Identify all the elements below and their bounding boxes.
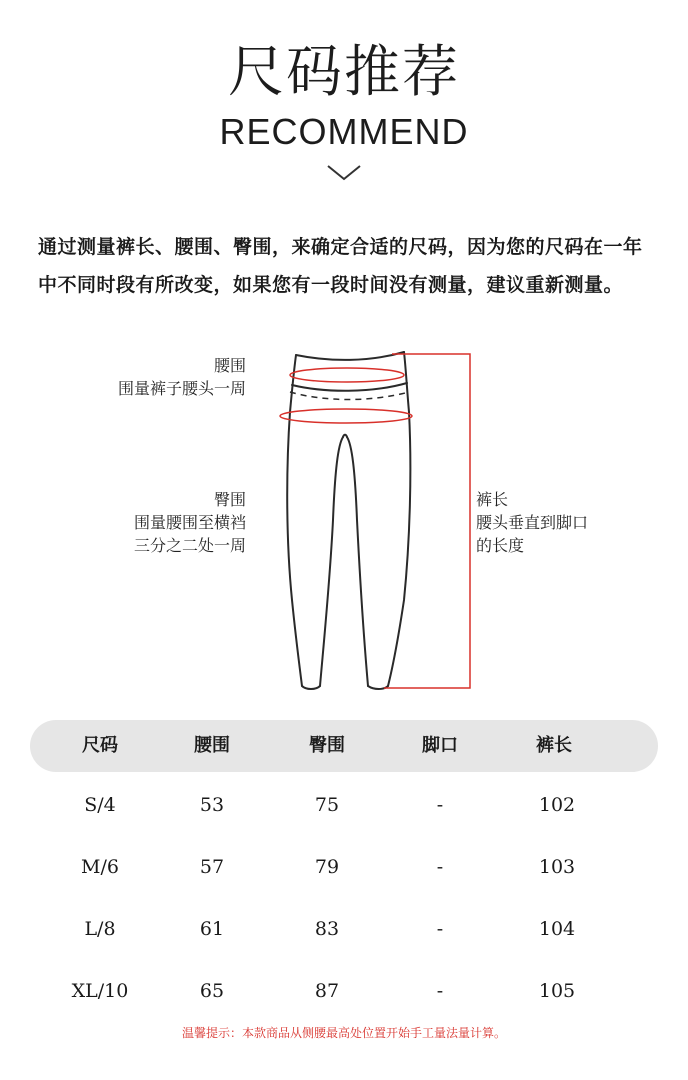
hip-label-title: 臀围 (213, 490, 246, 509)
cell-length: 102 (538, 794, 576, 816)
cell-hem: - (436, 856, 444, 878)
table-row (0, 847, 688, 887)
cell-hip: 79 (314, 856, 340, 878)
waist-label-desc: 围量裤子腰头一周 (117, 379, 246, 398)
cell-waist: 57 (199, 856, 225, 878)
column-header-hip: 臀围 (309, 735, 345, 756)
cell-hem: - (436, 980, 444, 1002)
cell-size: L/8 (84, 918, 116, 940)
cell-hip: 75 (314, 794, 340, 816)
column-header-size: 尺码 (82, 735, 118, 756)
cell-hem: - (436, 794, 444, 816)
cell-hip: 87 (314, 980, 340, 1002)
table-row (0, 785, 688, 825)
page-subtitle: RECOMMEND (219, 111, 469, 152)
measurement-diagram (0, 340, 688, 700)
length-label-desc-2: 的长度 (476, 536, 525, 555)
cell-size: XL/10 (71, 980, 129, 1002)
length-label-title: 裤长 (476, 490, 509, 509)
column-header-hem: 脚口 (422, 735, 458, 756)
cell-waist: 53 (199, 794, 225, 816)
table-row (0, 909, 688, 949)
hip-label-desc-2: 三分之二处一周 (133, 536, 246, 555)
cell-waist: 61 (199, 918, 225, 940)
waist-label-title: 腰围 (213, 356, 246, 375)
page-title: 尺码推荐 (228, 40, 460, 105)
cell-hip: 83 (314, 918, 340, 940)
cell-hem: - (436, 918, 444, 940)
length-label-desc-1: 腰头垂直到脚口 (476, 513, 589, 532)
hip-label-desc-1: 围量腰围至横裆 (133, 513, 246, 532)
cell-size: M/6 (81, 856, 119, 878)
cell-length: 104 (538, 918, 576, 940)
size-table-header (30, 720, 658, 772)
column-header-waist: 腰围 (194, 735, 230, 756)
cell-waist: 65 (199, 980, 225, 1002)
cell-length: 105 (538, 980, 576, 1002)
chevron-down-icon (326, 162, 362, 182)
measurement-tip: 温馨提示：本款商品从侧腰最高处位置开始手工量法量计算。 (181, 1026, 506, 1040)
table-row (0, 971, 688, 1011)
cell-size: S/4 (84, 794, 116, 816)
column-header-length: 裤长 (536, 735, 572, 756)
intro-paragraph: 通过测量裤长、腰围、臀围，来确定合适的尺码，因为您的尺码在一年中不同时段有所改变，如果您有一段时间没有测量，建议重新测量。 (38, 236, 643, 296)
cell-length: 103 (538, 856, 576, 878)
